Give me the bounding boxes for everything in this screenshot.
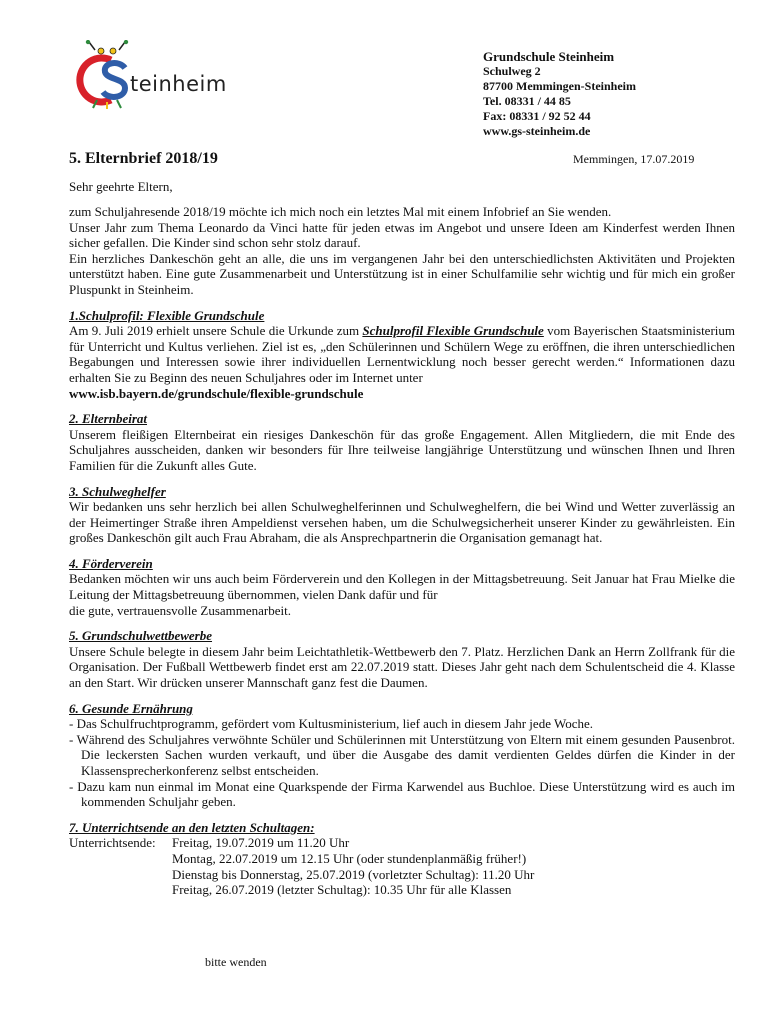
section-text-schulprofil xyxy=(69,323,735,385)
address-tel: Tel. 08331 / 44 85 xyxy=(483,94,571,108)
letter-date: Memmingen, 17.07.2019 xyxy=(573,152,695,166)
schedule xyxy=(69,835,735,897)
section-heading-foerderverein: 4. Förderverein xyxy=(69,555,153,571)
section-heading-ernaehrung: 6. Gesunde Ernährung xyxy=(69,700,193,716)
section-text: Am 9. Juli 2019 erhielt unsere Schule die Urkunde zum xyxy=(69,323,363,339)
section-heading-schulweghelfer: 3. Schulweghelfer xyxy=(69,483,166,499)
section-heading-unterrichtsende: 7. Unterrichtsende an den letzten Schultagen: xyxy=(69,819,315,835)
section-heading-elternbeirat: 2. Elternbeirat xyxy=(69,411,148,427)
schedule-row: Montag, 22.07.2019 um 12.15 Uhr (oder stundenplanmäßig früher!) xyxy=(172,850,527,866)
letter-title: 5. Elternbrief 2018/19 xyxy=(69,150,218,167)
section-text-foerderverein: Bedanken möchten wir uns auch beim Förderverein und den Kollegen in der Mittagsbetreuung. Seit Januar hat Frau Mielke die Leitung der Mittagsbetreuung übernommen, vielen Dank dafür und für xyxy=(69,571,735,603)
section-text-elternbeirat: Unserem fleißigen Elternbeirat ein riesiges Dankeschön für das große Engagement. Allen Mitgliedern, die mit Ende des Schuljahres ausscheiden, danken wir besonders für Ihre teilweise langjährige Unterstützung und wünschen Ihnen und Ihren Familien für die Zukunft alles Gute. xyxy=(69,426,735,473)
isb-link[interactable]: www.isb.bayern.de/grundschule/flexible-grundschule xyxy=(69,385,364,401)
address-city: 87700 Memmingen-Steinheim xyxy=(483,79,636,93)
address-fax: Fax: 08331 / 92 52 44 xyxy=(483,109,591,123)
section-text-foerderverein: die gute, vertrauensvolle Zusammenarbeit. xyxy=(69,602,292,618)
intro-paragraph: Ein herzliches Dankeschön geht an alle, die uns im vergangenen Jahr bei den unterschiedlichsten Aktivitäten und Projekten unterstützt haben. Eine gute Zusammenarbeit und Unterstützung ist in einer Schulfamilie sehr wichtig und für mich ein großer Pluspunkt in Steinheim. xyxy=(69,250,735,297)
list-item: - Dazu kam nun einmal im Monat eine Quarkspende der Firma Karwendel aus Buchloe. Diese Unterstützung wird es auch im kommenden Schuljahr geben. xyxy=(69,778,735,810)
schedule-row: Freitag, 19.07.2019 um 11.20 Uhr xyxy=(172,835,350,851)
school-address xyxy=(483,49,636,139)
logo-text: teinheim xyxy=(130,72,227,96)
section-text: vom Bayerischen Staatsministerium für Unterricht und Kultus verliehen. Ziel ist es, „den Schülerinnen und Schülern Wege zu eröffnen, die ihren unterschiedlichen Begabungen und Interessen sowie ihrer individuellen Lernentwicklung noch besser gerecht werden.“ Informationen dazu erhalten Sie zu Beginn des neuen Schuljahres oder im Internet unter xyxy=(69,323,735,385)
address-street: Schulweg 2 xyxy=(483,64,541,78)
list-item: - Während des Schuljahres verwöhnte Schüler und Schülerinnen mit Unterstützung von Eltern mit einem gesunden Pausenbrot. Die leckersten Sachen wurden verkauft, und über die Ausgabe des damit verdienten Geldes dürfen die Kinder in der Klassensprecherkonferenz selbst entscheiden. xyxy=(69,731,735,778)
intro-paragraph: zum Schuljahresende 2018/19 möchte ich mich noch ein letztes Mal mit einem Infobrief an Sie wenden. xyxy=(69,204,612,219)
schedule-row: Freitag, 26.07.2019 (letzter Schultag): 10.35 Uhr für alle Klassen xyxy=(172,882,512,898)
letter-body xyxy=(69,204,735,898)
list-item: - Das Schulfruchtprogramm, gefördert vom Kultusministerium, lief auch in diesem Jahr jede Woche. xyxy=(69,716,593,732)
page-turn-note: bitte wenden xyxy=(205,955,267,969)
section-heading-schulprofil: 1.Schulprofil: Flexible Grundschule xyxy=(69,307,265,323)
schedule-label: Unterrichtsende: xyxy=(69,835,156,851)
address-web[interactable]: www.gs-steinheim.de xyxy=(483,124,591,138)
schedule-row: Dienstag bis Donnerstag, 25.07.2019 (vorletzter Schultag): 11.20 Uhr xyxy=(172,866,535,882)
section-heading-wettbewerbe: 5. Grundschulwettbewerbe xyxy=(69,628,213,644)
school-name: Grundschule Steinheim xyxy=(483,49,615,64)
greeting: Sehr geehrte Eltern, xyxy=(69,179,173,194)
section-text-wettbewerbe: Unsere Schule belegte in diesem Jahr beim Leichtathletik-Wettbewerb den 7. Platz. Herzlichen Dank an Herrn Zollfrank für die Organisation. Der Fußball Wettbewerb findet erst am 22.07.2019 statt. Dieses Jahr geht nach dem Schulentscheid die 4. Klasse an den Start. Wir drücken unserer Mannschaft ganz fest die Daumen. xyxy=(69,643,735,691)
section-text-schulweghelfer: Wir bedanken uns sehr herzlich bei allen Schulweghelferinnen und Schulweghelfern, die bei Wind und Wetter zuverlässig an der Heimertinger Straße ihren Ampeldienst versehen haben, um die Schulwegsicherheit unserer Kinder zu gewährleisten. Ein großes Dankeschön gilt auch Frau Abraham, die als Ansprechpartnerin die Organisation gemanagt hat. xyxy=(69,499,735,546)
profile-title: Schulprofil Flexible Grundschule xyxy=(362,323,544,339)
intro-paragraph: Unser Jahr zum Thema Leonardo da Vinci hatte für jeden etwas im Angebot und unsere Ideen am Kinderfest werden Ihnen sicher gefallen. Die Kinder sind schon sehr stolz darauf. xyxy=(69,219,735,251)
